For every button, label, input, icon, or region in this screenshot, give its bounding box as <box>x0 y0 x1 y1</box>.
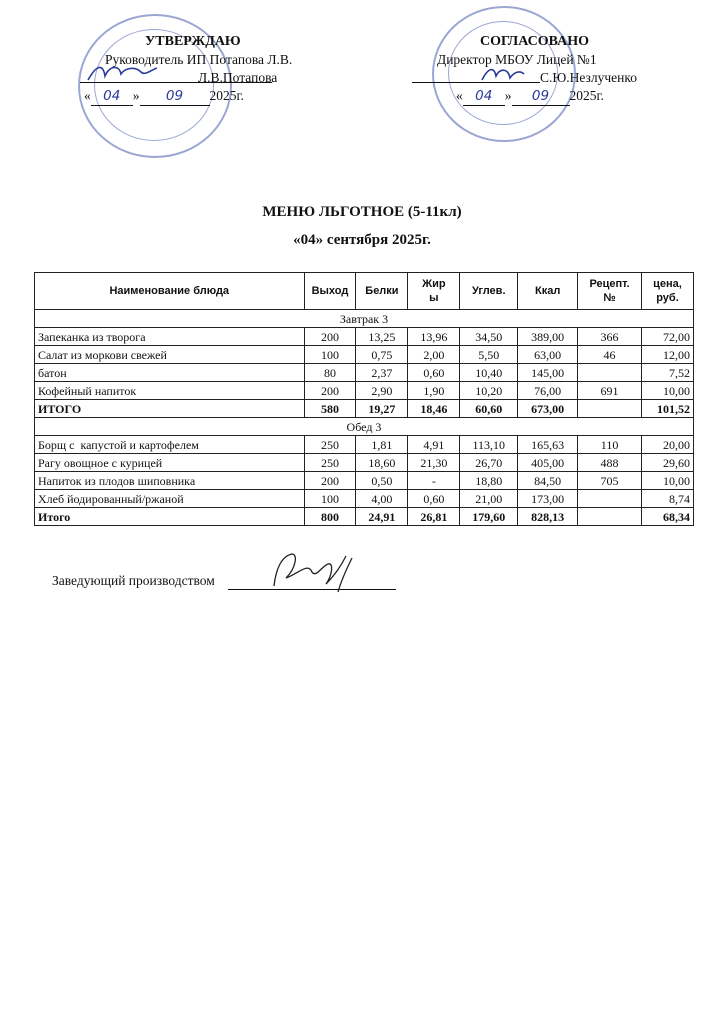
total-recipe <box>578 400 642 418</box>
agree-date-open: « <box>456 88 463 103</box>
dish-fat: 21,30 <box>408 454 460 472</box>
dish-kcal: 145,00 <box>518 364 578 382</box>
dish-protein: 4,00 <box>356 490 408 508</box>
col-carbs-header: Углев. <box>460 273 518 310</box>
dish-kcal: 173,00 <box>518 490 578 508</box>
menu-title: МЕНЮ ЛЬГОТНОЕ (5-11кл) <box>262 204 462 220</box>
dish-name: Рагу овощное с курицей <box>35 454 305 472</box>
total-price: 101,52 <box>642 400 694 418</box>
agree-title: СОГЛАСОВАНО <box>480 34 589 49</box>
dish-protein: 0,50 <box>356 472 408 490</box>
total-protein: 19,27 <box>356 400 408 418</box>
agree-date-close: » <box>504 88 512 103</box>
dish-kcal: 389,00 <box>518 328 578 346</box>
total-row-lunch <box>35 508 694 526</box>
approve-date-close: » <box>132 88 140 103</box>
dish-price: 12,00 <box>642 346 694 364</box>
col-price-header <box>642 273 694 310</box>
dish-carbs: 18,80 <box>460 472 518 490</box>
menu-date: «04» сентября 2025г. <box>293 232 431 248</box>
total-fat: 18,46 <box>408 400 460 418</box>
dish-recipe: 366 <box>578 328 642 346</box>
table-header-row <box>35 273 694 310</box>
dish-carbs: 26,70 <box>460 454 518 472</box>
dish-kcal: 165,63 <box>518 436 578 454</box>
table-row <box>35 364 694 382</box>
section-lunch: Обед 3 <box>35 418 694 436</box>
approve-position: Руководитель ИП Потапова Л.В. <box>105 52 293 67</box>
approve-date-month: 09 <box>140 88 210 106</box>
dish-output: 200 <box>304 472 356 490</box>
agree-date <box>456 87 604 106</box>
footer-signature <box>268 548 358 598</box>
dish-protein: 1,81 <box>356 436 408 454</box>
col-output-header: Выход <box>304 273 356 310</box>
footer-signature-label: Заведующий производством <box>52 573 215 588</box>
dish-protein: 2,90 <box>356 382 408 400</box>
col-kcal-header: Ккал <box>518 273 578 310</box>
dish-price: 20,00 <box>642 436 694 454</box>
menu-table <box>34 272 694 526</box>
dish-output: 200 <box>304 328 356 346</box>
dish-price: 29,60 <box>642 454 694 472</box>
dish-recipe: 488 <box>578 454 642 472</box>
total-carbs: 60,60 <box>460 400 518 418</box>
total-label: ИТОГО <box>35 400 305 418</box>
col-fat-header-b: ы <box>429 292 439 304</box>
dish-carbs: 10,40 <box>460 364 518 382</box>
dish-output: 100 <box>304 346 356 364</box>
approve-date <box>84 87 244 106</box>
dish-name: Салат из моркови свежей <box>35 346 305 364</box>
total-kcal: 673,00 <box>518 400 578 418</box>
dish-kcal: 63,00 <box>518 346 578 364</box>
total-protein: 24,91 <box>356 508 408 526</box>
approve-signer: Л.В.Потапова <box>198 70 278 85</box>
col-fat-header-a: Жир <box>422 278 446 290</box>
dish-output: 250 <box>304 454 356 472</box>
dish-fat: 4,91 <box>408 436 460 454</box>
dish-carbs: 34,50 <box>460 328 518 346</box>
approve-date-open: « <box>84 88 91 103</box>
col-recipe-header-b: № <box>603 292 616 304</box>
col-protein-header: Белки <box>356 273 408 310</box>
total-kcal: 828,13 <box>518 508 578 526</box>
approve-signature <box>85 60 160 86</box>
col-recipe-header-a: Рецепт. <box>589 278 630 290</box>
total-label: Итого <box>35 508 305 526</box>
dish-protein: 18,60 <box>356 454 408 472</box>
dish-name: Запеканка из творога <box>35 328 305 346</box>
col-name-header: Наименование блюда <box>35 273 305 310</box>
agree-position: Директор МБОУ Лицей №1 <box>437 52 597 67</box>
dish-kcal: 405,00 <box>518 454 578 472</box>
table-row <box>35 346 694 364</box>
dish-name: батон <box>35 364 305 382</box>
approve-title: УТВЕРЖДАЮ <box>145 34 241 49</box>
dish-name: Напиток из плодов шиповника <box>35 472 305 490</box>
dish-recipe <box>578 364 642 382</box>
dish-kcal: 76,00 <box>518 382 578 400</box>
table-row <box>35 454 694 472</box>
dish-fat: - <box>408 472 460 490</box>
agree-signature <box>478 62 528 86</box>
dish-protein: 13,25 <box>356 328 408 346</box>
dish-output: 250 <box>304 436 356 454</box>
col-price-header-a: цена, <box>653 278 682 290</box>
total-fat: 26,81 <box>408 508 460 526</box>
dish-recipe: 705 <box>578 472 642 490</box>
dish-recipe: 691 <box>578 382 642 400</box>
total-price: 68,34 <box>642 508 694 526</box>
dish-output: 200 <box>304 382 356 400</box>
table-row <box>35 490 694 508</box>
dish-protein: 0,75 <box>356 346 408 364</box>
table-row <box>35 328 694 346</box>
dish-carbs: 5,50 <box>460 346 518 364</box>
dish-fat: 2,00 <box>408 346 460 364</box>
agree-signer: С.Ю.Незлученко <box>540 70 637 85</box>
dish-price: 72,00 <box>642 328 694 346</box>
dish-carbs: 21,00 <box>460 490 518 508</box>
dish-kcal: 84,50 <box>518 472 578 490</box>
col-price-header-b: руб. <box>656 292 679 304</box>
agree-year: 2025г. <box>569 88 604 103</box>
total-output: 580 <box>304 400 356 418</box>
dish-recipe <box>578 490 642 508</box>
dish-fat: 1,90 <box>408 382 460 400</box>
approve-year: 2025г. <box>209 88 244 103</box>
total-carbs: 179,60 <box>460 508 518 526</box>
dish-fat: 0,60 <box>408 364 460 382</box>
dish-price: 10,00 <box>642 472 694 490</box>
total-row-breakfast <box>35 400 694 418</box>
dish-name: Кофейный напиток <box>35 382 305 400</box>
dish-name: Борщ с капустой и картофелем <box>35 436 305 454</box>
dish-output: 100 <box>304 490 356 508</box>
dish-carbs: 10,20 <box>460 382 518 400</box>
agree-date-month: 09 <box>512 88 570 106</box>
col-fat-header <box>408 273 460 310</box>
dish-protein: 2,37 <box>356 364 408 382</box>
dish-carbs: 113,10 <box>460 436 518 454</box>
dish-name: Хлеб йодированный/ржаной <box>35 490 305 508</box>
section-row-lunch <box>35 418 694 436</box>
table-row <box>35 436 694 454</box>
dish-recipe: 110 <box>578 436 642 454</box>
dish-fat: 0,60 <box>408 490 460 508</box>
dish-price: 10,00 <box>642 382 694 400</box>
table-row <box>35 472 694 490</box>
dish-price: 7,52 <box>642 364 694 382</box>
table-row <box>35 382 694 400</box>
total-output: 800 <box>304 508 356 526</box>
dish-fat: 13,96 <box>408 328 460 346</box>
section-breakfast: Завтрак 3 <box>35 310 694 328</box>
section-row-breakfast <box>35 310 694 328</box>
col-recipe-header <box>578 273 642 310</box>
dish-price: 8,74 <box>642 490 694 508</box>
dish-recipe: 46 <box>578 346 642 364</box>
dish-output: 80 <box>304 364 356 382</box>
agree-date-day: 04 <box>463 88 505 106</box>
approve-date-day: 04 <box>91 88 133 106</box>
total-recipe <box>578 508 642 526</box>
